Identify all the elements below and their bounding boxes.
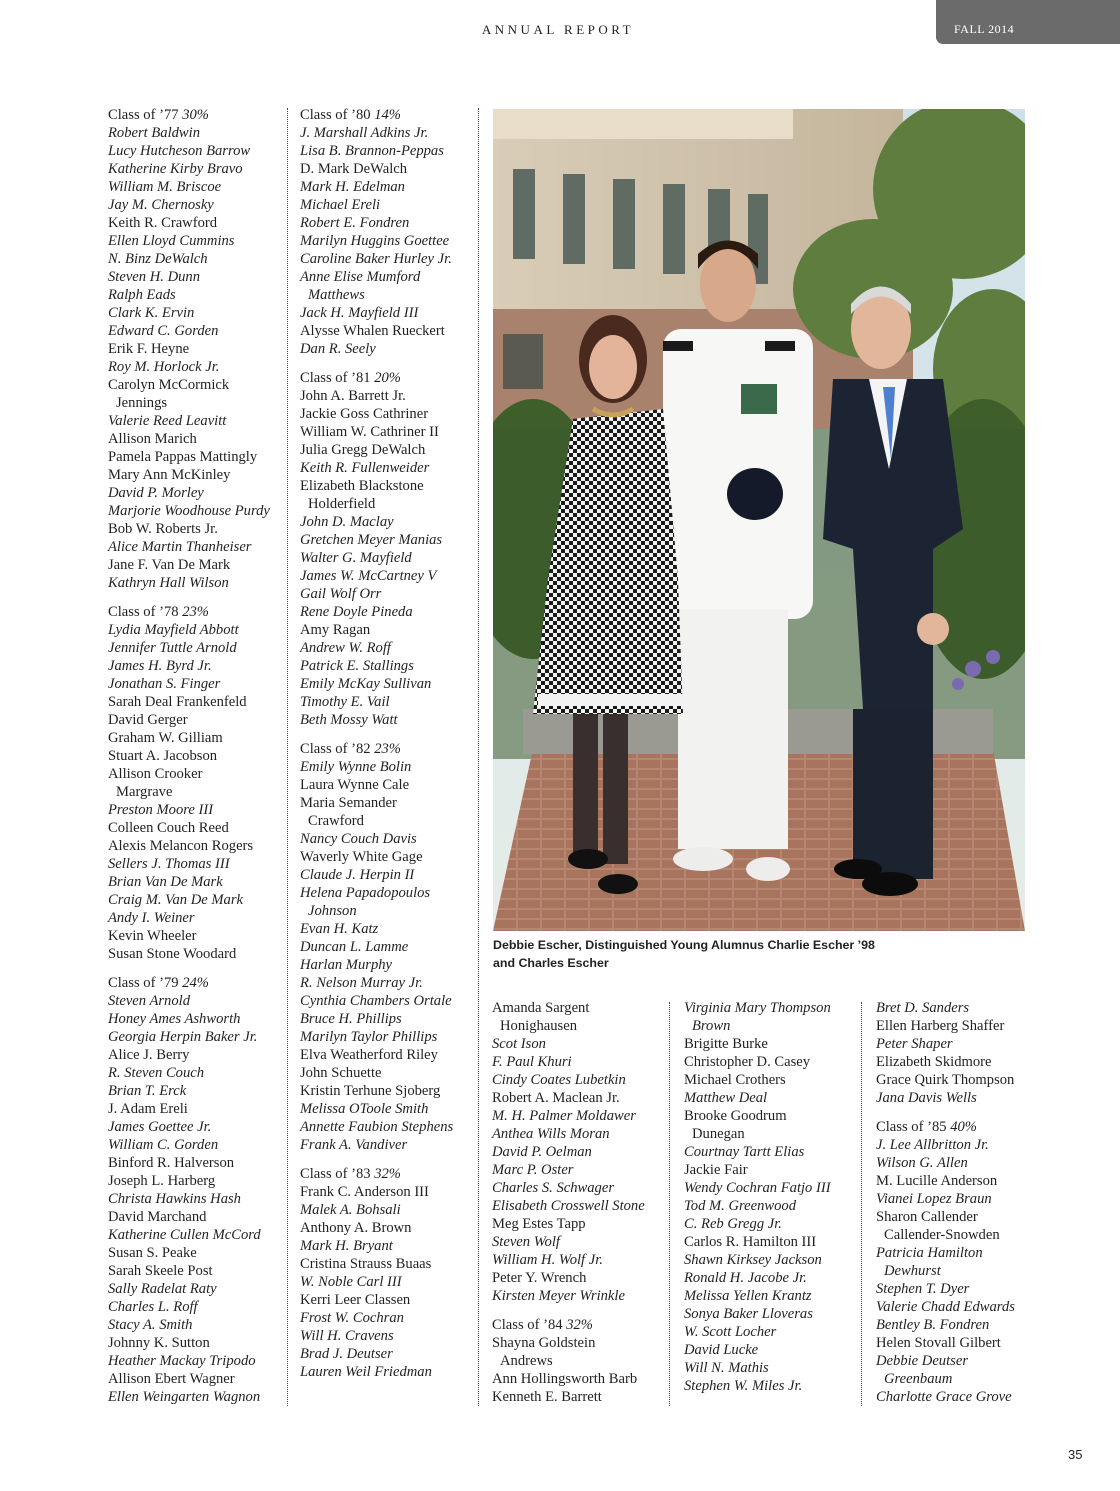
running-header: ANNUAL REPORT (481, 22, 635, 37)
donor-name: Meg Estes Tapp (492, 1216, 586, 1232)
donor-name: Elizabeth Skidmore (876, 1054, 992, 1070)
donor-name: Susan S. Peake (108, 1245, 197, 1261)
donor-name: Alysse Whalen Rueckert (300, 323, 445, 339)
donor-name: Katherine Cullen McCord (108, 1227, 261, 1243)
donor-name: Kathryn Hall Wilson (108, 575, 229, 591)
donor-name: Anthony A. Brown (300, 1220, 412, 1236)
donor-name-continued: Callender-Snowden (884, 1227, 1000, 1243)
donor-name: David P. Morley (108, 485, 204, 501)
donor-name: Heather Mackay Tripodo (108, 1353, 256, 1369)
donor-name-continued: Jennings (116, 395, 168, 411)
donor-name: William W. Cathriner II (300, 424, 439, 440)
donor-name: Steven H. Dunn (108, 269, 200, 285)
donor-name: James H. Byrd Jr. (108, 658, 212, 674)
donor-name: Jonathan S. Finger (108, 676, 221, 692)
donor-name: Grace Quirk Thompson (876, 1072, 1015, 1088)
class-year-label: Class of ’80 (300, 107, 371, 123)
donor-name: Duncan L. Lamme (300, 939, 409, 955)
donor-name: Alice Martin Thanheiser (108, 539, 252, 555)
donor-name: Ellen Harberg Shaffer (876, 1018, 1005, 1034)
class-year-heading (300, 1165, 453, 1183)
donor-name: Cynthia Chambers Ortale (300, 993, 452, 1009)
donor-name: Michael Crothers (684, 1072, 786, 1088)
donor-name: William H. Wolf Jr. (492, 1252, 603, 1268)
donor-name-continued: Honighausen (500, 1018, 578, 1034)
donor-name: Valerie Chadd Edwards (876, 1299, 1015, 1315)
participation-percent: 40% (950, 1119, 977, 1135)
alumni-photo (493, 109, 1025, 931)
participation-percent: 32% (566, 1317, 593, 1333)
donor-name: Annette Faubion Stephens (300, 1119, 454, 1135)
donor-name: Walter G. Mayfield (300, 550, 412, 566)
donor-name: Peter Shaper (876, 1036, 953, 1052)
donor-name: Alice J. Berry (108, 1047, 190, 1063)
donor-name: Ann Hollingsworth Barb (492, 1371, 638, 1387)
donor-name: Michael Ereli (300, 197, 381, 213)
donor-name: M. H. Palmer Moldawer (492, 1108, 636, 1124)
donor-name: Marilyn Huggins Goettee (300, 233, 450, 249)
donor-name: Lucy Hutcheson Barrow (108, 143, 251, 159)
donor-name-continued: Brown (692, 1018, 731, 1034)
donor-name: Patricia Hamilton (876, 1245, 983, 1261)
class-year-label: Class of ’85 (876, 1119, 947, 1135)
donor-name: Cristina Strauss Buaas (300, 1256, 432, 1272)
donor-name: Sonya Baker Lloveras (684, 1306, 813, 1322)
participation-percent: 20% (374, 370, 401, 386)
donor-name: R. Nelson Murray Jr. (300, 975, 423, 991)
donor-name: David Gerger (108, 712, 188, 728)
donor-name: Allison Ebert Wagner (108, 1371, 235, 1387)
donor-name: N. Binz DeWalch (108, 251, 208, 267)
class-year-label: Class of ’77 (108, 107, 179, 123)
donor-name: Lisa B. Brannon-Peppas (300, 143, 444, 159)
class-year-label: Class of ’83 (300, 1166, 371, 1182)
donor-name-continued: Dunegan (692, 1126, 745, 1142)
donor-column-4 (684, 999, 831, 1395)
donor-name: Brigitte Burke (684, 1036, 768, 1052)
participation-percent: 23% (182, 604, 209, 620)
donor-name: Binford R. Halverson (108, 1155, 235, 1171)
donor-name: Anne Elise Mumford (300, 269, 421, 285)
donor-name: Charles L. Roff (108, 1299, 198, 1315)
column-divider (478, 108, 479, 1406)
photo-caption (493, 936, 1033, 972)
donor-name: Julia Gregg DeWalch (300, 442, 426, 458)
donor-name: Keith R. Fullenweider (300, 460, 430, 476)
page-number: 35 (1068, 1447, 1083, 1462)
donor-name: Joseph L. Harberg (108, 1173, 216, 1189)
donor-name: John D. Maclay (300, 514, 394, 530)
donor-name-continued: Matthews (308, 287, 365, 303)
donor-name: Elva Weatherford Riley (300, 1047, 438, 1063)
donor-name: Claude J. Herpin II (300, 867, 415, 883)
donor-name: Ellen Weingarten Wagnon (108, 1389, 261, 1405)
donor-name: Patrick E. Stallings (300, 658, 414, 674)
donor-name: Bentley B. Fondren (876, 1317, 990, 1333)
donor-name: Brooke Goodrum (684, 1108, 787, 1124)
donor-name: Jennifer Tuttle Arnold (108, 640, 237, 656)
donor-name: Harlan Murphy (300, 957, 393, 973)
donor-name: Lauren Weil Friedman (300, 1364, 432, 1380)
donor-name: Sellers J. Thomas III (108, 856, 230, 872)
donor-name: W. Scott Locher (684, 1324, 777, 1340)
donor-name: Mark H. Edelman (300, 179, 405, 195)
donor-name: Courtnay Tartt Elias (684, 1144, 805, 1160)
class-year-heading (300, 369, 453, 387)
donor-name: Christopher D. Casey (684, 1054, 811, 1070)
donor-name: Bob W. Roberts Jr. (108, 521, 218, 537)
donor-name: Johnny K. Sutton (108, 1335, 210, 1351)
donor-name: William C. Gorden (108, 1137, 219, 1153)
donor-name: Charlotte Grace Grove (876, 1389, 1012, 1405)
donor-name: Georgia Herpin Baker Jr. (108, 1029, 258, 1045)
participation-percent: 14% (374, 107, 401, 123)
class-year-heading (300, 740, 453, 758)
donor-name: Katherine Kirby Bravo (108, 161, 243, 177)
donor-name: Erik F. Heyne (108, 341, 190, 357)
donor-name: Melissa OToole Smith (300, 1101, 429, 1117)
donor-name: Dan R. Seely (300, 341, 376, 357)
donor-name: Wilson G. Allen (876, 1155, 968, 1171)
donor-name: Ellen Lloyd Cummins (108, 233, 235, 249)
donor-name: Gretchen Meyer Manias (300, 532, 443, 548)
donor-name: Tod M. Greenwood (684, 1198, 797, 1214)
donor-name: Elizabeth Blackstone (300, 478, 424, 494)
donor-name-continued: Dewhurst (884, 1263, 941, 1279)
donor-name: Sally Radelat Raty (108, 1281, 217, 1297)
donor-column-3 (492, 999, 645, 1406)
participation-percent: 24% (182, 975, 209, 991)
donor-name: Jana Davis Wells (876, 1090, 977, 1106)
donor-name: Stephen T. Dyer (876, 1281, 970, 1297)
donor-name: Mark H. Bryant (300, 1238, 393, 1254)
donor-name: Jane F. Van De Mark (108, 557, 231, 573)
donor-name: Will H. Cravens (300, 1328, 394, 1344)
caption-line: Debbie Escher, Distinguished Young Alumnus Charlie Escher ’98 (493, 938, 875, 952)
donor-name: Virginia Mary Thompson (684, 1000, 831, 1016)
donor-name: Matthew Deal (684, 1090, 768, 1106)
donor-name: Waverly White Gage (300, 849, 423, 865)
class-year-heading (108, 106, 270, 124)
participation-percent: 30% (182, 107, 209, 123)
donor-name: Debbie Deutser (876, 1353, 968, 1369)
donor-name: William M. Briscoe (108, 179, 222, 195)
class-year-label: Class of ’78 (108, 604, 179, 620)
donor-name: Pamela Pappas Mattingly (108, 449, 258, 465)
donor-name: Rene Doyle Pineda (300, 604, 413, 620)
donor-name: Ralph Eads (108, 287, 176, 303)
donor-name: Gail Wolf Orr (300, 586, 382, 602)
donor-name: Mary Ann McKinley (108, 467, 231, 483)
donor-name: Edward C. Gorden (108, 323, 219, 339)
column-divider (669, 1002, 670, 1406)
donor-name: Caroline Baker Hurley Jr. (300, 251, 452, 267)
donor-name-continued: Holderfield (308, 496, 376, 512)
donor-name: Allison Marich (108, 431, 197, 447)
donor-name: Robert A. Maclean Jr. (492, 1090, 620, 1106)
donor-name: Helena Papadopoulos (300, 885, 431, 901)
class-year-label: Class of ’79 (108, 975, 179, 991)
donor-name: Robert Baldwin (108, 125, 201, 141)
donor-name: Allison Crooker (108, 766, 203, 782)
donor-name: Laura Wynne Cale (300, 777, 410, 793)
issue-tab: FALL 2014 (936, 0, 1120, 44)
donor-name: D. Mark DeWalch (300, 161, 408, 177)
donor-name: Susan Stone Woodard (108, 946, 237, 962)
donor-name: Helen Stovall Gilbert (876, 1335, 1001, 1351)
donor-name: Marilyn Taylor Phillips (300, 1029, 438, 1045)
donor-name: Wendy Cochran Fatjo III (684, 1180, 831, 1196)
donor-name: Shayna Goldstein (492, 1335, 596, 1351)
class-year-heading (492, 1316, 645, 1334)
donor-name: Valerie Reed Leavitt (108, 413, 227, 429)
donor-column-2 (300, 106, 453, 1381)
donor-name: Alexis Melancon Rogers (108, 838, 254, 854)
donor-name: Sarah Deal Frankenfeld (108, 694, 247, 710)
donor-name: Kerri Leer Classen (300, 1292, 411, 1308)
donor-name: Kirsten Meyer Wrinkle (492, 1288, 625, 1304)
donor-name: J. Adam Ereli (108, 1101, 188, 1117)
donor-name: M. Lucille Anderson (876, 1173, 998, 1189)
donor-name: Evan H. Katz (300, 921, 379, 937)
donor-name: Bruce H. Phillips (300, 1011, 402, 1027)
donor-name: Andy I. Weiner (108, 910, 195, 926)
class-year-heading (108, 974, 270, 992)
donor-name: Brad J. Deutser (300, 1346, 393, 1362)
donor-column-5 (876, 999, 1015, 1406)
donor-name: Cindy Coates Lubetkin (492, 1072, 626, 1088)
donor-name: Emily Wynne Bolin (300, 759, 412, 775)
column-divider (861, 1002, 862, 1406)
donor-name: Scot Ison (492, 1036, 546, 1052)
donor-name: Frost W. Cochran (300, 1310, 404, 1326)
donor-name: Ronald H. Jacobe Jr. (684, 1270, 807, 1286)
donor-name: Maria Semander (300, 795, 397, 811)
donor-name: Will N. Mathis (684, 1360, 769, 1376)
donor-name: C. Reb Gregg Jr. (684, 1216, 782, 1232)
donor-name: Stacy A. Smith (108, 1317, 193, 1333)
donor-name: Nancy Couch Davis (300, 831, 417, 847)
donor-name: Jack H. Mayfield III (300, 305, 419, 321)
donor-name: Kevin Wheeler (108, 928, 197, 944)
donor-name: Carolyn McCormick (108, 377, 230, 393)
donor-name: R. Steven Couch (108, 1065, 205, 1081)
donor-name: Elisabeth Crosswell Stone (492, 1198, 645, 1214)
donor-name: Frank A. Vandiver (300, 1137, 408, 1153)
donor-name: Steven Arnold (108, 993, 191, 1009)
donor-name: Colleen Couch Reed (108, 820, 229, 836)
donor-name: John Schuette (300, 1065, 382, 1081)
class-year-heading (876, 1118, 1015, 1136)
donor-name: Brian T. Erck (108, 1083, 187, 1099)
class-year-heading (300, 106, 453, 124)
donor-name: Amy Ragan (300, 622, 371, 638)
donor-name: Keith R. Crawford (108, 215, 218, 231)
donor-name-continued: Crawford (308, 813, 364, 829)
class-year-heading (108, 603, 270, 621)
donor-name: Clark K. Ervin (108, 305, 195, 321)
donor-name: Carlos R. Hamilton III (684, 1234, 817, 1250)
donor-name: Robert E. Fondren (300, 215, 410, 231)
donor-name: Christa Hawkins Hash (108, 1191, 241, 1207)
donor-name: Jay M. Chernosky (108, 197, 214, 213)
column-divider (287, 108, 288, 1406)
donor-name: Honey Ames Ashworth (108, 1011, 241, 1027)
donor-name-continued: Johnson (308, 903, 357, 919)
participation-percent: 32% (374, 1166, 401, 1182)
class-year-label: Class of ’84 (492, 1317, 563, 1333)
donor-name: Preston Moore III (108, 802, 214, 818)
donor-name: Melissa Yellen Krantz (684, 1288, 812, 1304)
donor-name: Charles S. Schwager (492, 1180, 615, 1196)
donor-name: W. Noble Carl III (300, 1274, 402, 1290)
donor-name: Emily McKay Sullivan (300, 676, 432, 692)
donor-name: Andrew W. Roff (300, 640, 391, 656)
class-year-label: Class of ’81 (300, 370, 371, 386)
donor-name: Roy M. Horlock Jr. (108, 359, 220, 375)
donor-name: Graham W. Gilliam (108, 730, 223, 746)
donor-name: Craig M. Van De Mark (108, 892, 243, 908)
donor-name: Malek A. Bohsali (300, 1202, 401, 1218)
donor-name: Marc P. Oster (492, 1162, 574, 1178)
donor-name: James Goettee Jr. (108, 1119, 212, 1135)
participation-percent: 23% (374, 741, 401, 757)
donor-name: Frank C. Anderson III (300, 1184, 429, 1200)
donor-name: David Lucke (684, 1342, 759, 1358)
donor-name: David P. Oelman (492, 1144, 592, 1160)
donor-name: Sarah Skeele Post (108, 1263, 213, 1279)
donor-name: Timothy E. Vail (300, 694, 390, 710)
donor-name: Stuart A. Jacobson (108, 748, 218, 764)
donor-name: Vianei Lopez Braun (876, 1191, 992, 1207)
donor-column-1 (108, 106, 270, 1406)
donor-name: Kristin Terhune Sjoberg (300, 1083, 441, 1099)
donor-name-continued: Andrews (500, 1353, 553, 1369)
donor-name: Jackie Goss Cathriner (300, 406, 429, 422)
donor-name: J. Lee Allbritton Jr. (876, 1137, 989, 1153)
donor-name: James W. McCartney V (300, 568, 437, 584)
donor-name: Steven Wolf (492, 1234, 560, 1250)
donor-name: Anthea Wills Moran (492, 1126, 610, 1142)
caption-line: and Charles Escher (493, 956, 609, 970)
donor-name: Jackie Fair (684, 1162, 748, 1178)
donor-name: Marjorie Woodhouse Purdy (108, 503, 270, 519)
donor-name: Beth Mossy Watt (300, 712, 398, 728)
donor-name: Amanda Sargent (492, 1000, 590, 1016)
donor-name: Stephen W. Miles Jr. (684, 1378, 803, 1394)
donor-name: David Marchand (108, 1209, 207, 1225)
donor-name: J. Marshall Adkins Jr. (300, 125, 429, 141)
donor-name: Sharon Callender (876, 1209, 978, 1225)
donor-name: John A. Barrett Jr. (300, 388, 406, 404)
donor-name-continued: Greenbaum (884, 1371, 953, 1387)
donor-name: Peter Y. Wrench (492, 1270, 587, 1286)
donor-name: Lydia Mayfield Abbott (108, 622, 239, 638)
donor-name-continued: Margrave (116, 784, 173, 800)
donor-name: Shawn Kirksey Jackson (684, 1252, 822, 1268)
class-year-label: Class of ’82 (300, 741, 371, 757)
donor-name: Bret D. Sanders (876, 1000, 970, 1016)
donor-name: Brian Van De Mark (108, 874, 223, 890)
donor-name: F. Paul Khuri (492, 1054, 572, 1070)
donor-name: Kenneth E. Barrett (492, 1389, 602, 1405)
